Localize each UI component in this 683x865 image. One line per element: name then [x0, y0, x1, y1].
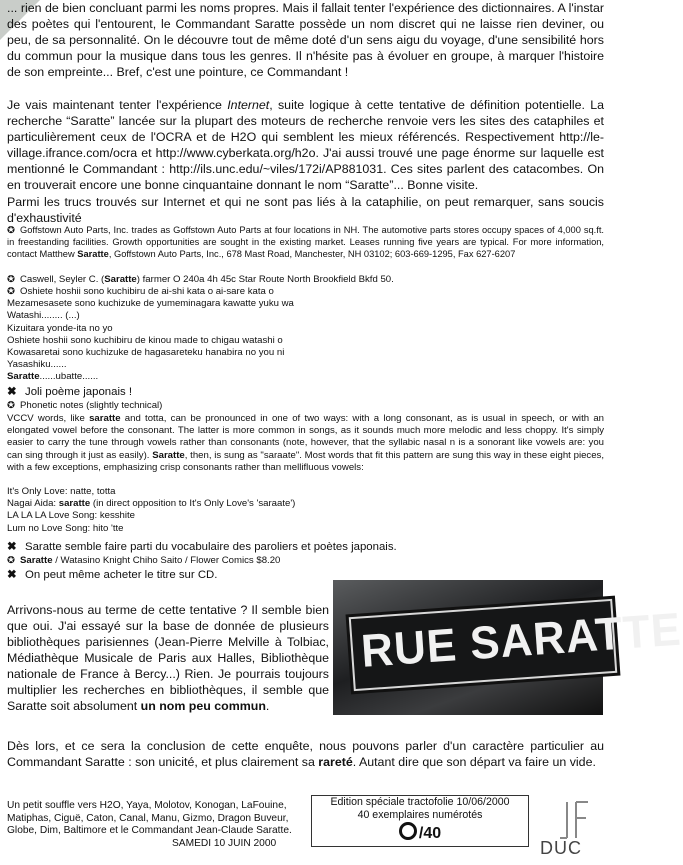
song-text: It's Only Love: natte, totta	[7, 486, 116, 497]
phonetic-saratte-1: saratte	[89, 413, 121, 424]
song-item	[7, 498, 604, 510]
internet-paragraph	[7, 97, 604, 193]
goffstown-item	[7, 224, 604, 260]
thanks-note: Un petit souffle vers H2O, Yaya, Molotov, Konogan, LaFouine, Matiphas, Ciguë, Caton, Canal, Manu, Gizmo, Dragon Buveur, Globe, Dim, Baltimore et le Commandant Jean-Claude Saratte.	[7, 800, 292, 837]
poem-saratte: Saratte	[7, 371, 40, 383]
vocab-line	[7, 540, 604, 554]
pinwheel-bullet-icon: ✪	[7, 555, 16, 566]
phonetic-title: Phonetic notes (slightly technical)	[20, 400, 163, 411]
poem-end: ......ubatte......	[39, 371, 99, 383]
goffstown-text-a: Goffstown Auto Parts, Inc. trades as Goffstown Auto Parts at four locations in NH. The automotive parts stores occupy spaces of 4,000 sq.ft. in freestanding facilities. Growth opportunities are sought in the existing market. Leases running five years are typical. For more information, contact Matthew	[7, 225, 604, 259]
intro-paragraph: ... rien de bien concluant parmi les noms propres. Mais il fallait tenter l'expérience des dictionnaires. A l'instar des poètes qui l'entourent, le Commandant Saratte possède un nom discret qui ne laisse rien deviner, ou peu, de sa personnalité. On le découvre tout de même doté d'un sens aigu du voyage, d'une sensibilité hors du commun pour la musique dans tous les genres. Il n'hésite pas à évoluer en groupe, à marquer l'histoire de son empreinte... Bref, c'est une pointure, ce Commandant !	[7, 1, 604, 79]
poem-line: Kizuitara yonde-ita no yo	[7, 322, 113, 334]
rarete-word: rareté	[318, 755, 353, 769]
phonetic-e: , then, is sung as "saraate". Most words that fit this pattern are sung this way in these eight pieces, with a few exceptions, emphasizing crisp consonants rather than mellifluous vowels:	[7, 449, 604, 473]
library-text: Arrivons-nous au terme de cette tentative ? Il semble bien que oui. J'ai essayé sur la base de donnée de plusieurs bibliothèques parisiennes (Jean-Pierre Melville à Tolbiac, Médiathèque Musicale de Paris aux Halles, Bibliothèque nationale de France à Bercy...) Rien. Je pourrais toujours multiplier les recherches en bibliothèques, il semble que Saratte soit absolument	[7, 603, 329, 713]
caswell-text-c: ) farmer O 240a 4h 45c Star Route North Brookfield Bkfd 50.	[136, 274, 394, 285]
conclusion-end: . Autant dire que son départ va faire un vide.	[352, 755, 596, 769]
duc-logo-text: DUC	[540, 838, 582, 858]
song-text: Nagai Aida:	[7, 498, 59, 510]
goffstown-text-c: , Goffstown Auto Parts, Inc., 678 Mast Road, Manchester, NH 03102; 603-669-1295, Fax 627-6207	[108, 249, 516, 259]
song-item	[7, 510, 604, 522]
joli-text: Joli poème japonais !	[25, 386, 133, 398]
internet-paragraph-pre: Je vais maintenant tenter l'expérience	[7, 98, 228, 112]
street-sign-text: RUE SARATTE	[359, 603, 683, 678]
library-end: .	[265, 699, 270, 713]
caswell-item	[7, 274, 604, 286]
vocab-text: Saratte semble faire parti du vocabulaire des paroliers et poètes japonais.	[25, 541, 397, 553]
edition-number	[312, 822, 528, 844]
phonetic-a: VCCV words, like	[7, 413, 90, 424]
street-sign-photo	[333, 580, 683, 715]
rare-name-phrase: un nom peu commun	[140, 699, 266, 713]
caswell-saratte: Saratte	[104, 274, 137, 285]
phonetic-c: and totta, can be pronounced in one of two ways: with a long consonant, as is usual in speech, or with an elongated vowel before the consonant. The latter is more common in songs, as it sounds much more melodic and less choppy. It's simply easier to carry the tune through vowels rather than consonants (note, however, that the syllabic nasal n is a sonorant like vowels are: you can sing through it just as easily).	[7, 413, 604, 461]
song-text: LA LA LA Love Song: kesshite	[7, 510, 136, 522]
pinwheel-bullet-icon: ✪	[7, 274, 16, 285]
poem-line: Yasashiku......	[7, 359, 67, 371]
conclusion-text: Dès lors, et ce sera la conclusion de cette enquête, nous pouvons parler d'un caractère particulier au Commandant Saratte : son unicité, et plus clairement sa	[7, 739, 604, 769]
pinwheel-bullet-icon: ✪	[7, 286, 16, 297]
conclusion-paragraph	[7, 738, 604, 770]
song-item	[7, 523, 604, 535]
joli-line	[7, 385, 604, 399]
poem-line: Mezamesasete sono kuchizuke de yumeminagara kawatte yuku wa	[7, 298, 294, 310]
poem-line: Oshiete hoshii sono kuchibiru de kinou made to chigau watashi o	[7, 334, 283, 346]
poem-line: Kowasaretai sono kuchizuke de hagasareteku hanabira no you ni	[7, 347, 285, 359]
cross-bullet-icon: ✖	[7, 541, 17, 553]
findings-intro: Parmi les trucs trouvés sur Internet et qui ne sont pas liés à la cataphilie, on peut remarquer, sans soucis d'exhaustivité	[7, 195, 604, 225]
edition-line-1: Edition spéciale tractofolie 10/06/2000	[330, 796, 510, 808]
cross-bullet-icon: ✖	[7, 569, 17, 581]
poem-line	[7, 371, 604, 383]
cross-bullet-icon: ✖	[7, 386, 17, 398]
comic-line	[7, 555, 604, 567]
song-saratte: saratte	[58, 498, 91, 510]
cd-text: On peut même acheter le titre sur CD.	[25, 569, 218, 581]
comic-text: / Watasino Knight Chiho Saito / Flower Comics $8.20	[52, 555, 281, 566]
poem-line-1: Oshiete hoshii sono kuchibiru de ai-shi kata o ai-sare kata o	[20, 286, 274, 297]
japanese-poem	[7, 286, 604, 384]
poem-line: Watashi........ (...)	[7, 310, 80, 322]
pinwheel-bullet-icon: ✪	[7, 225, 15, 235]
number-circle-icon	[399, 822, 417, 840]
library-paragraph	[7, 602, 329, 714]
edition-count: /40	[418, 825, 442, 842]
poem-line	[7, 286, 604, 298]
caswell-text-a: Caswell, Seyler C. (	[20, 274, 105, 285]
phonetic-saratte-2: Saratte	[152, 449, 185, 461]
song-text: Lum no Love Song: hito 'tte	[7, 522, 124, 534]
date-line: SAMEDI 10 JUIN 2000	[172, 838, 277, 849]
phonetic-notes	[7, 413, 604, 474]
edition-line-2: 40 exemplaires numérotés	[357, 809, 483, 821]
phonetic-title-line	[7, 400, 604, 412]
goffstown-saratte: Saratte	[77, 249, 109, 259]
song-note: (in direct opposition to It's Only Love's 'saraate')	[90, 498, 296, 510]
comic-saratte: Saratte	[20, 555, 53, 566]
song-list	[7, 486, 604, 535]
pinwheel-bullet-icon: ✪	[7, 400, 16, 411]
duc-logo	[532, 800, 602, 860]
song-item	[7, 486, 604, 498]
edition-box	[311, 795, 529, 847]
internet-word: Internet	[227, 98, 270, 112]
internet-paragraph-post: , suite logique à cette tentative de définition potentielle. La recherche “Saratte” lancée sur la plupart des moteurs de recherche renvoie vers les sites des cataphiles et particulièrement ceux de l'OCRA et de H2O qui semblent les mieux référencés. Respectivement http://le-village.ifrance.com/ocra et http://www.cyberkata.org/h2o. J'ai aussi trouvé une page énorme sur laquelle est mentionné le Commandant : http://ils.unc.edu/~viles/172i/AP881031. Ces sites parlent des catacombes. On en trouverait encore une bonne cinquantaine donnant le nom “Saratte”... Bonne visite.	[7, 98, 605, 192]
